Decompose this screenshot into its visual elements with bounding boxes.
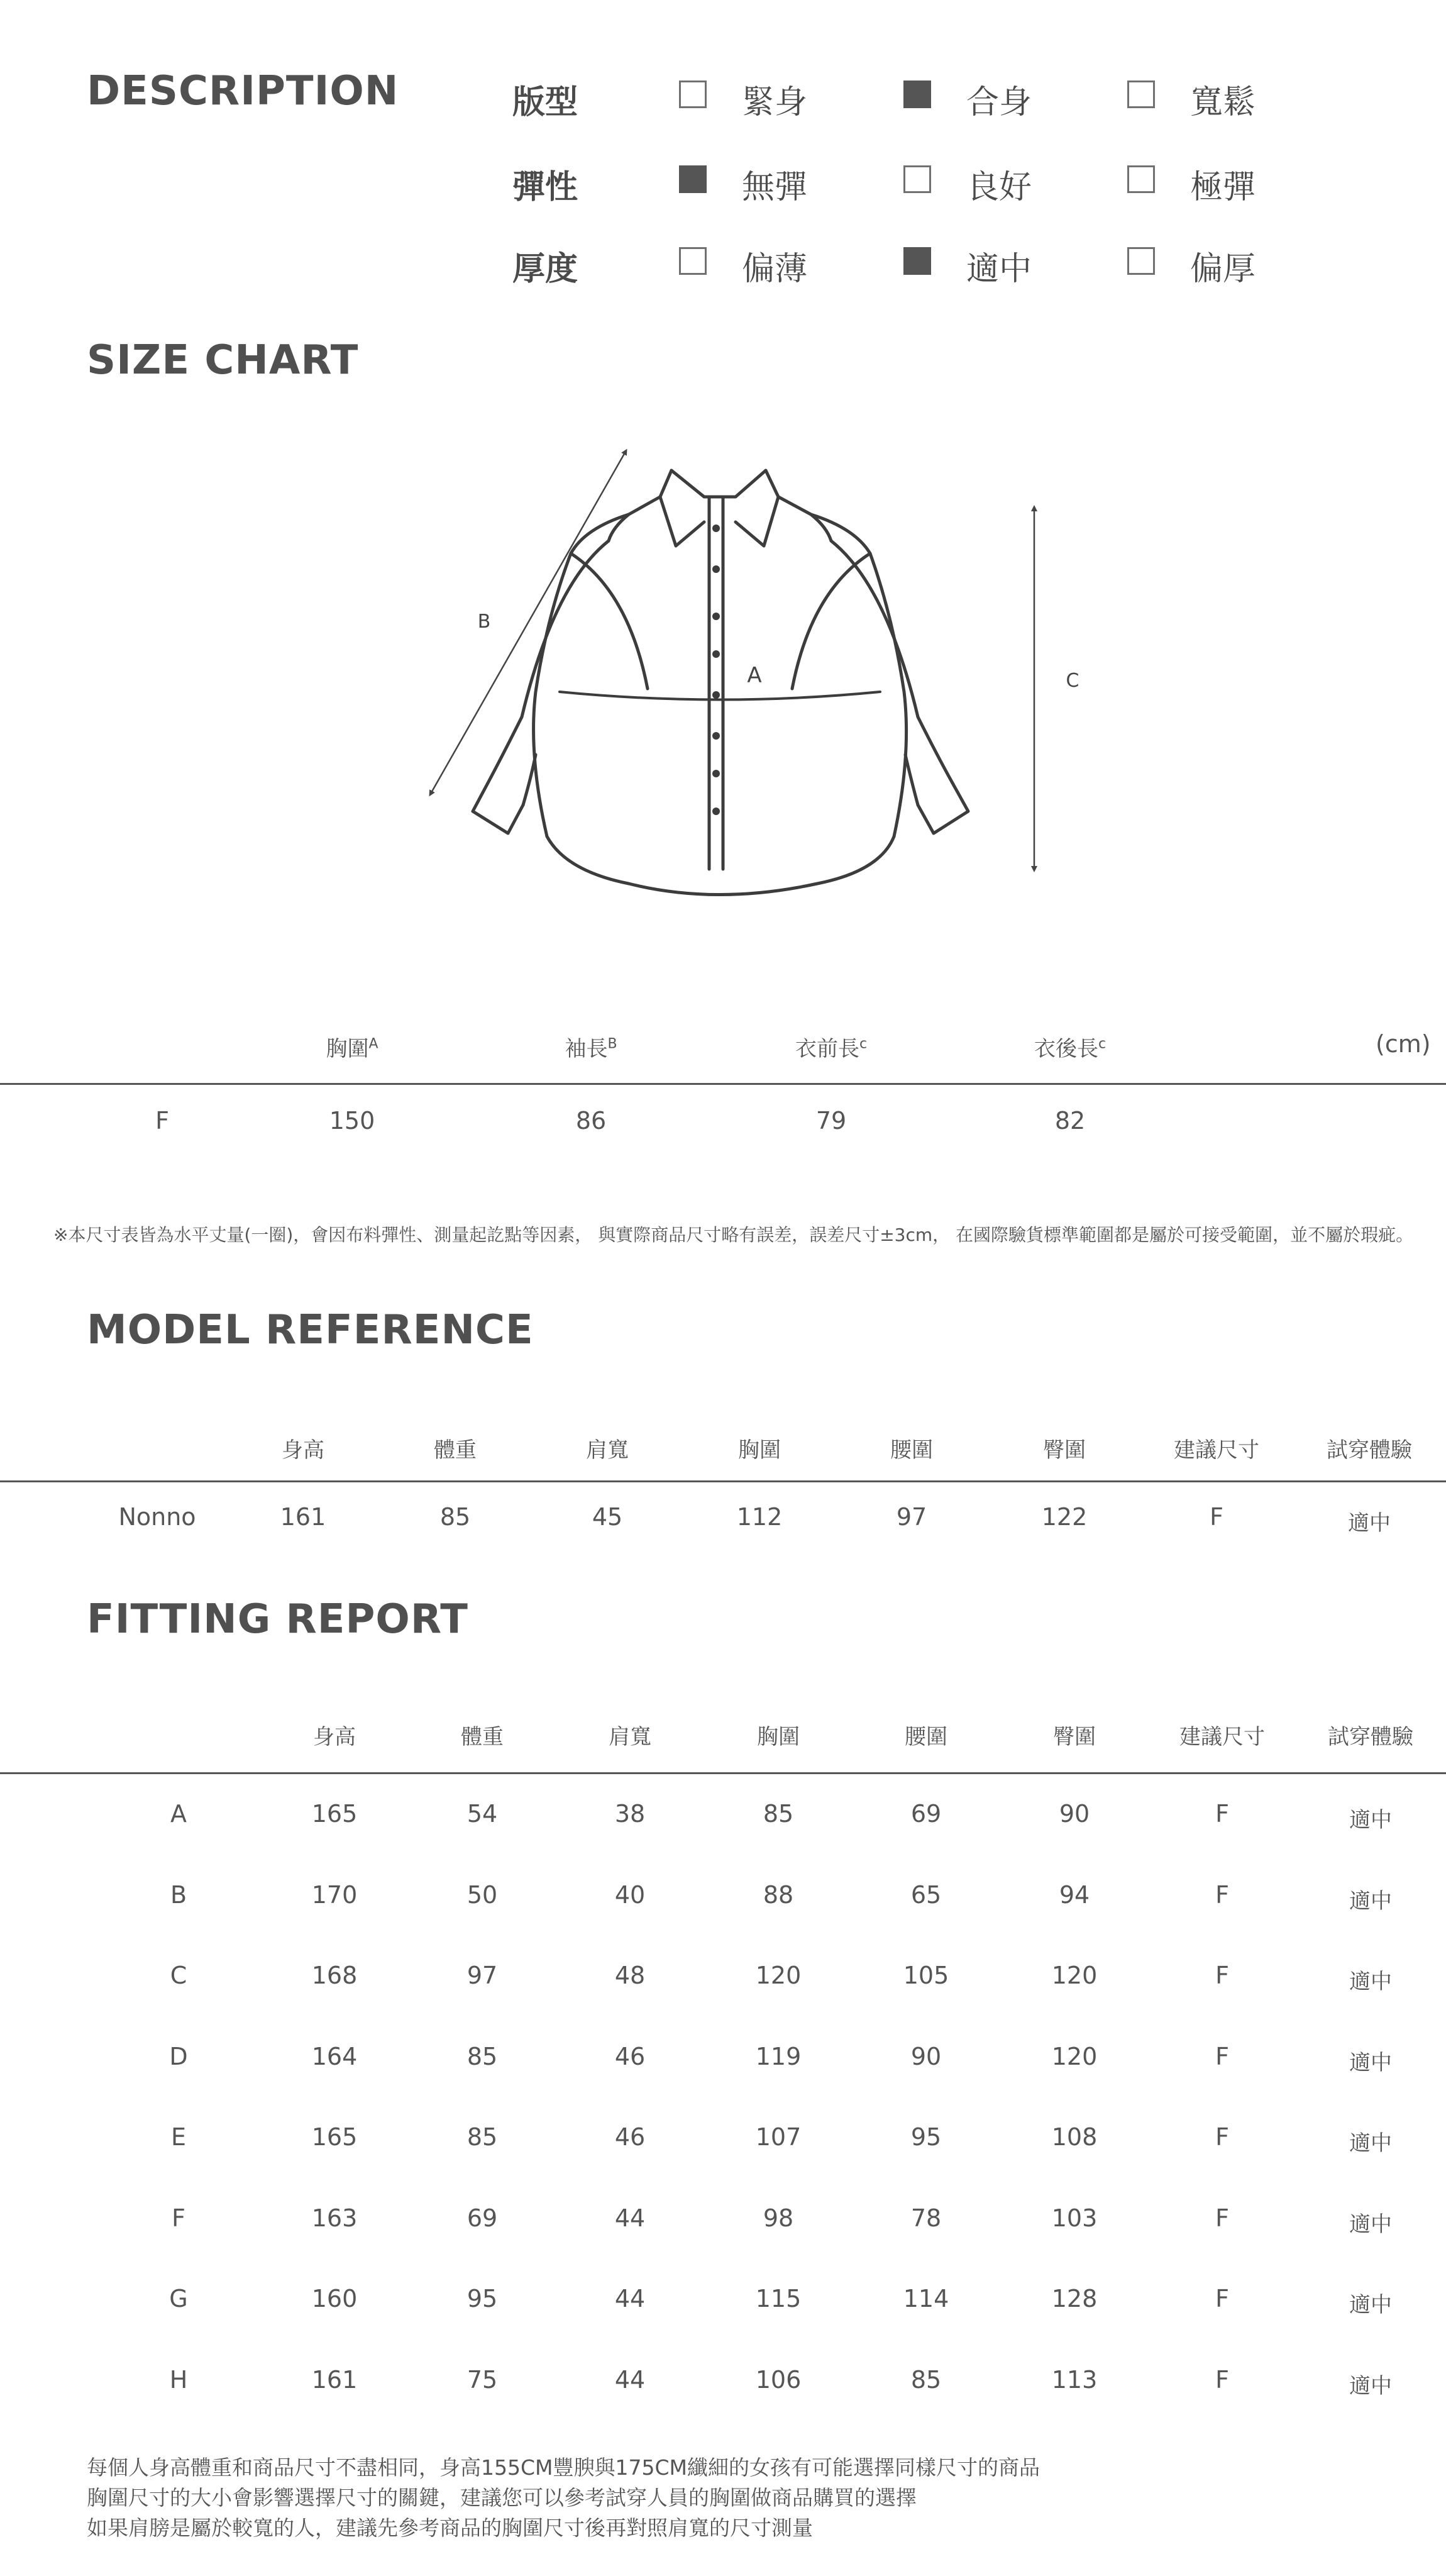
label-b: B: [477, 611, 491, 633]
option-label: 偏薄: [742, 250, 808, 288]
fitting-cell: 85: [466, 2042, 498, 2070]
fitting-cell: F: [1215, 2204, 1229, 2232]
fitting-column-header: 胸圍: [757, 1724, 800, 1750]
fitting-cell: 97: [466, 1962, 498, 1989]
option-label: 良好: [966, 169, 1032, 206]
size-chart-heading: SIZE CHART: [87, 337, 359, 384]
fitting-cell: 95: [910, 2123, 942, 2151]
fitting-column-header: 身高: [313, 1724, 356, 1750]
fitter-name: E: [170, 2123, 187, 2151]
fitter-name: B: [170, 1880, 187, 1909]
option-label: 偏厚: [1190, 250, 1256, 288]
fitting-cell: 88: [763, 1880, 794, 1909]
model-cell: 85: [439, 1503, 471, 1531]
fitting-cell: 46: [614, 2123, 646, 2151]
fitting-column-header: 臀圍: [1053, 1724, 1096, 1750]
fitting-cell: 103: [1051, 2204, 1098, 2232]
fitting-cell: 85: [910, 2365, 942, 2394]
fitting-cell: 69: [910, 1800, 942, 1828]
fitting-cell: 90: [910, 2042, 942, 2070]
fitting-cell: 120: [1051, 1962, 1098, 1989]
fitting-cell: F: [1215, 1962, 1229, 1989]
unit-label: (cm): [1376, 1030, 1431, 1058]
model-column-header: 體重: [434, 1438, 477, 1463]
model-column-header: 肩寬: [586, 1438, 629, 1463]
footnote-line: 胸圍尺寸的大小會影響選擇尺寸的關鍵，建議您可以參考試穿人員的胸圍做商品購買的選擇: [87, 2485, 917, 2510]
option-label: 寬鬆: [1190, 84, 1256, 121]
size-cell: 79: [815, 1107, 847, 1135]
fitting-column-header: 試穿體驗: [1328, 1724, 1413, 1750]
fitting-report-heading: FITTING REPORT: [87, 1596, 468, 1643]
fitting-cell: 108: [1051, 2123, 1098, 2151]
model-column-header: 臀圍: [1043, 1438, 1086, 1463]
fitting-cell: 85: [466, 2123, 498, 2151]
fitting-cell: 44: [614, 2365, 646, 2394]
column-name: 衣後長: [1034, 1036, 1098, 1062]
column-name: 袖長: [565, 1036, 608, 1062]
column-marker: c: [859, 1036, 868, 1052]
fitting-cell: 69: [466, 2204, 498, 2232]
fitting-cell: 105: [903, 1962, 949, 1989]
model-reference-heading: MODEL REFERENCE: [87, 1307, 534, 1353]
model-column-header: 試穿體驗: [1327, 1438, 1412, 1463]
fitting-cell: 65: [910, 1880, 942, 1909]
fitting-cell: 46: [614, 2042, 646, 2070]
fitter-name: G: [169, 2285, 188, 2312]
fitting-cell: 168: [311, 1962, 358, 1989]
fitting-cell: 40: [614, 1880, 646, 1909]
attribute-label: 彈性: [512, 169, 578, 206]
shirt-outline: [473, 470, 968, 895]
model-column-header: 胸圍: [738, 1438, 781, 1463]
model-table-divider: [0, 1480, 1446, 1482]
fitting-cell: 161: [311, 2365, 358, 2394]
model-cell: 161: [280, 1503, 326, 1531]
fitting-column-header: 建議尺寸: [1179, 1724, 1265, 1750]
fitting-cell: 適中: [1349, 1888, 1392, 1914]
model-cell: 適中: [1348, 1511, 1391, 1536]
option-label: 無彈: [742, 169, 808, 206]
column-marker: A: [368, 1036, 378, 1052]
fitting-cell: F: [1215, 1880, 1229, 1909]
fitting-column-header: 腰圍: [905, 1724, 947, 1750]
fitting-cell: 120: [755, 1962, 802, 1989]
fitting-cell: 120: [1051, 2042, 1098, 2070]
option-label: 適中: [966, 250, 1032, 288]
fitting-cell: 50: [466, 1880, 498, 1909]
column-marker: B: [607, 1036, 617, 1052]
fitter-name: C: [170, 1962, 187, 1989]
fitter-name: H: [169, 2365, 188, 2394]
option-label: 緊身: [742, 84, 808, 121]
fitting-cell: F: [1215, 1800, 1229, 1828]
fitting-cell: 適中: [1349, 2211, 1392, 2237]
column-marker: c: [1098, 1036, 1107, 1052]
shirt-measurement-diagram: [0, 0, 1446, 943]
fitting-cell: 95: [466, 2285, 498, 2312]
option-label: 合身: [966, 84, 1032, 121]
fitting-cell: 94: [1059, 1880, 1090, 1909]
model-cell: 45: [592, 1503, 623, 1531]
fitting-cell: 85: [763, 1800, 794, 1828]
model-column-header: 腰圍: [890, 1438, 933, 1463]
fitting-cell: 115: [755, 2285, 802, 2312]
fitting-cell: 164: [311, 2042, 358, 2070]
fitting-cell: 128: [1051, 2285, 1098, 2312]
fitter-name: D: [169, 2042, 188, 2070]
fitting-cell: F: [1215, 2123, 1229, 2151]
fitting-cell: 適中: [1349, 1807, 1392, 1833]
fitting-cell: 107: [755, 2123, 802, 2151]
fitting-cell: 170: [311, 1880, 358, 1909]
size-cell: 150: [329, 1107, 375, 1135]
fitting-cell: 54: [466, 1800, 498, 1828]
model-cell: F: [1210, 1503, 1223, 1531]
size-column-header: [326, 1031, 378, 1062]
fitting-cell: 38: [614, 1800, 646, 1828]
fitting-cell: 78: [910, 2204, 942, 2232]
fitter-name: F: [172, 2204, 185, 2232]
fitting-cell: 90: [1059, 1800, 1090, 1828]
attribute-label: 厚度: [512, 250, 578, 288]
shirt-buttons: [712, 525, 720, 815]
fitting-table-divider: [0, 1772, 1446, 1774]
fitting-column-header: 體重: [461, 1724, 504, 1750]
size-table-divider: [0, 1083, 1446, 1085]
label-c: C: [1066, 670, 1079, 692]
size-column-header: [795, 1031, 867, 1062]
size-column-header: [1034, 1031, 1106, 1062]
fitting-cell: F: [1215, 2042, 1229, 2070]
fitting-cell: 113: [1051, 2365, 1098, 2394]
size-row-label: F: [155, 1107, 169, 1135]
fitting-cell: 適中: [1349, 1969, 1392, 1994]
fitting-cell: 適中: [1349, 2373, 1392, 2399]
model-column-header: 建議尺寸: [1174, 1438, 1259, 1463]
model-name: Nonno: [118, 1503, 196, 1531]
fitting-cell: 44: [614, 2204, 646, 2232]
size-cell: 86: [575, 1107, 607, 1135]
fitting-cell: 165: [311, 2123, 358, 2151]
model-cell: 112: [736, 1503, 783, 1531]
fitting-footnotes: [87, 2453, 1040, 2543]
label-a: A: [747, 663, 762, 688]
fitting-cell: 106: [755, 2365, 802, 2394]
fitting-cell: 48: [614, 1962, 646, 1989]
fitting-column-header: 肩寬: [609, 1724, 651, 1750]
footnote-line: 每個人身高體重和商品尺寸不盡相同，身高155CM豐腴與175CM纖細的女孩有可能選擇同樣尺寸的商品: [87, 2455, 1040, 2480]
fitting-cell: 44: [614, 2285, 646, 2312]
model-column-header: 身高: [282, 1438, 324, 1463]
column-name: 胸圍: [326, 1036, 369, 1062]
attribute-label: 版型: [512, 84, 578, 121]
fitting-cell: 適中: [1349, 2292, 1392, 2318]
fitting-cell: F: [1215, 2365, 1229, 2394]
fitting-cell: 163: [311, 2204, 358, 2232]
sleeve-length-arrow: [431, 452, 626, 794]
description-heading: DESCRIPTION: [87, 68, 399, 114]
fitting-cell: 165: [311, 1800, 358, 1828]
size-column-header: [565, 1031, 617, 1062]
fitting-cell: 75: [466, 2365, 498, 2394]
column-name: 衣前長: [795, 1036, 859, 1062]
footnote-line: 如果肩膀是屬於較寬的人，建議先參考商品的胸圍尺寸後再對照肩寬的尺寸測量: [87, 2516, 813, 2540]
fitting-cell: 119: [755, 2042, 802, 2070]
model-cell: 97: [896, 1503, 927, 1531]
fitting-cell: 114: [903, 2285, 949, 2312]
fitting-cell: 98: [763, 2204, 794, 2232]
fitting-cell: 160: [311, 2285, 358, 2312]
option-label: 極彈: [1190, 169, 1256, 206]
fitter-name: A: [170, 1800, 187, 1828]
fitting-cell: 適中: [1349, 2131, 1392, 2156]
model-cell: 122: [1041, 1503, 1088, 1531]
fitting-cell: F: [1215, 2285, 1229, 2312]
fitting-cell: 適中: [1349, 2050, 1392, 2075]
size-cell: 82: [1054, 1107, 1086, 1135]
size-note: ※本尺寸表皆為水平丈量(一圈)，會因布料彈性、測量起訖點等因素， 與實際商品尺寸略有誤差，誤差尺寸±3cm， 在國際驗貨標準範圍都是屬於可接受範圍，並不屬於瑕疵。: [53, 1224, 1414, 1245]
